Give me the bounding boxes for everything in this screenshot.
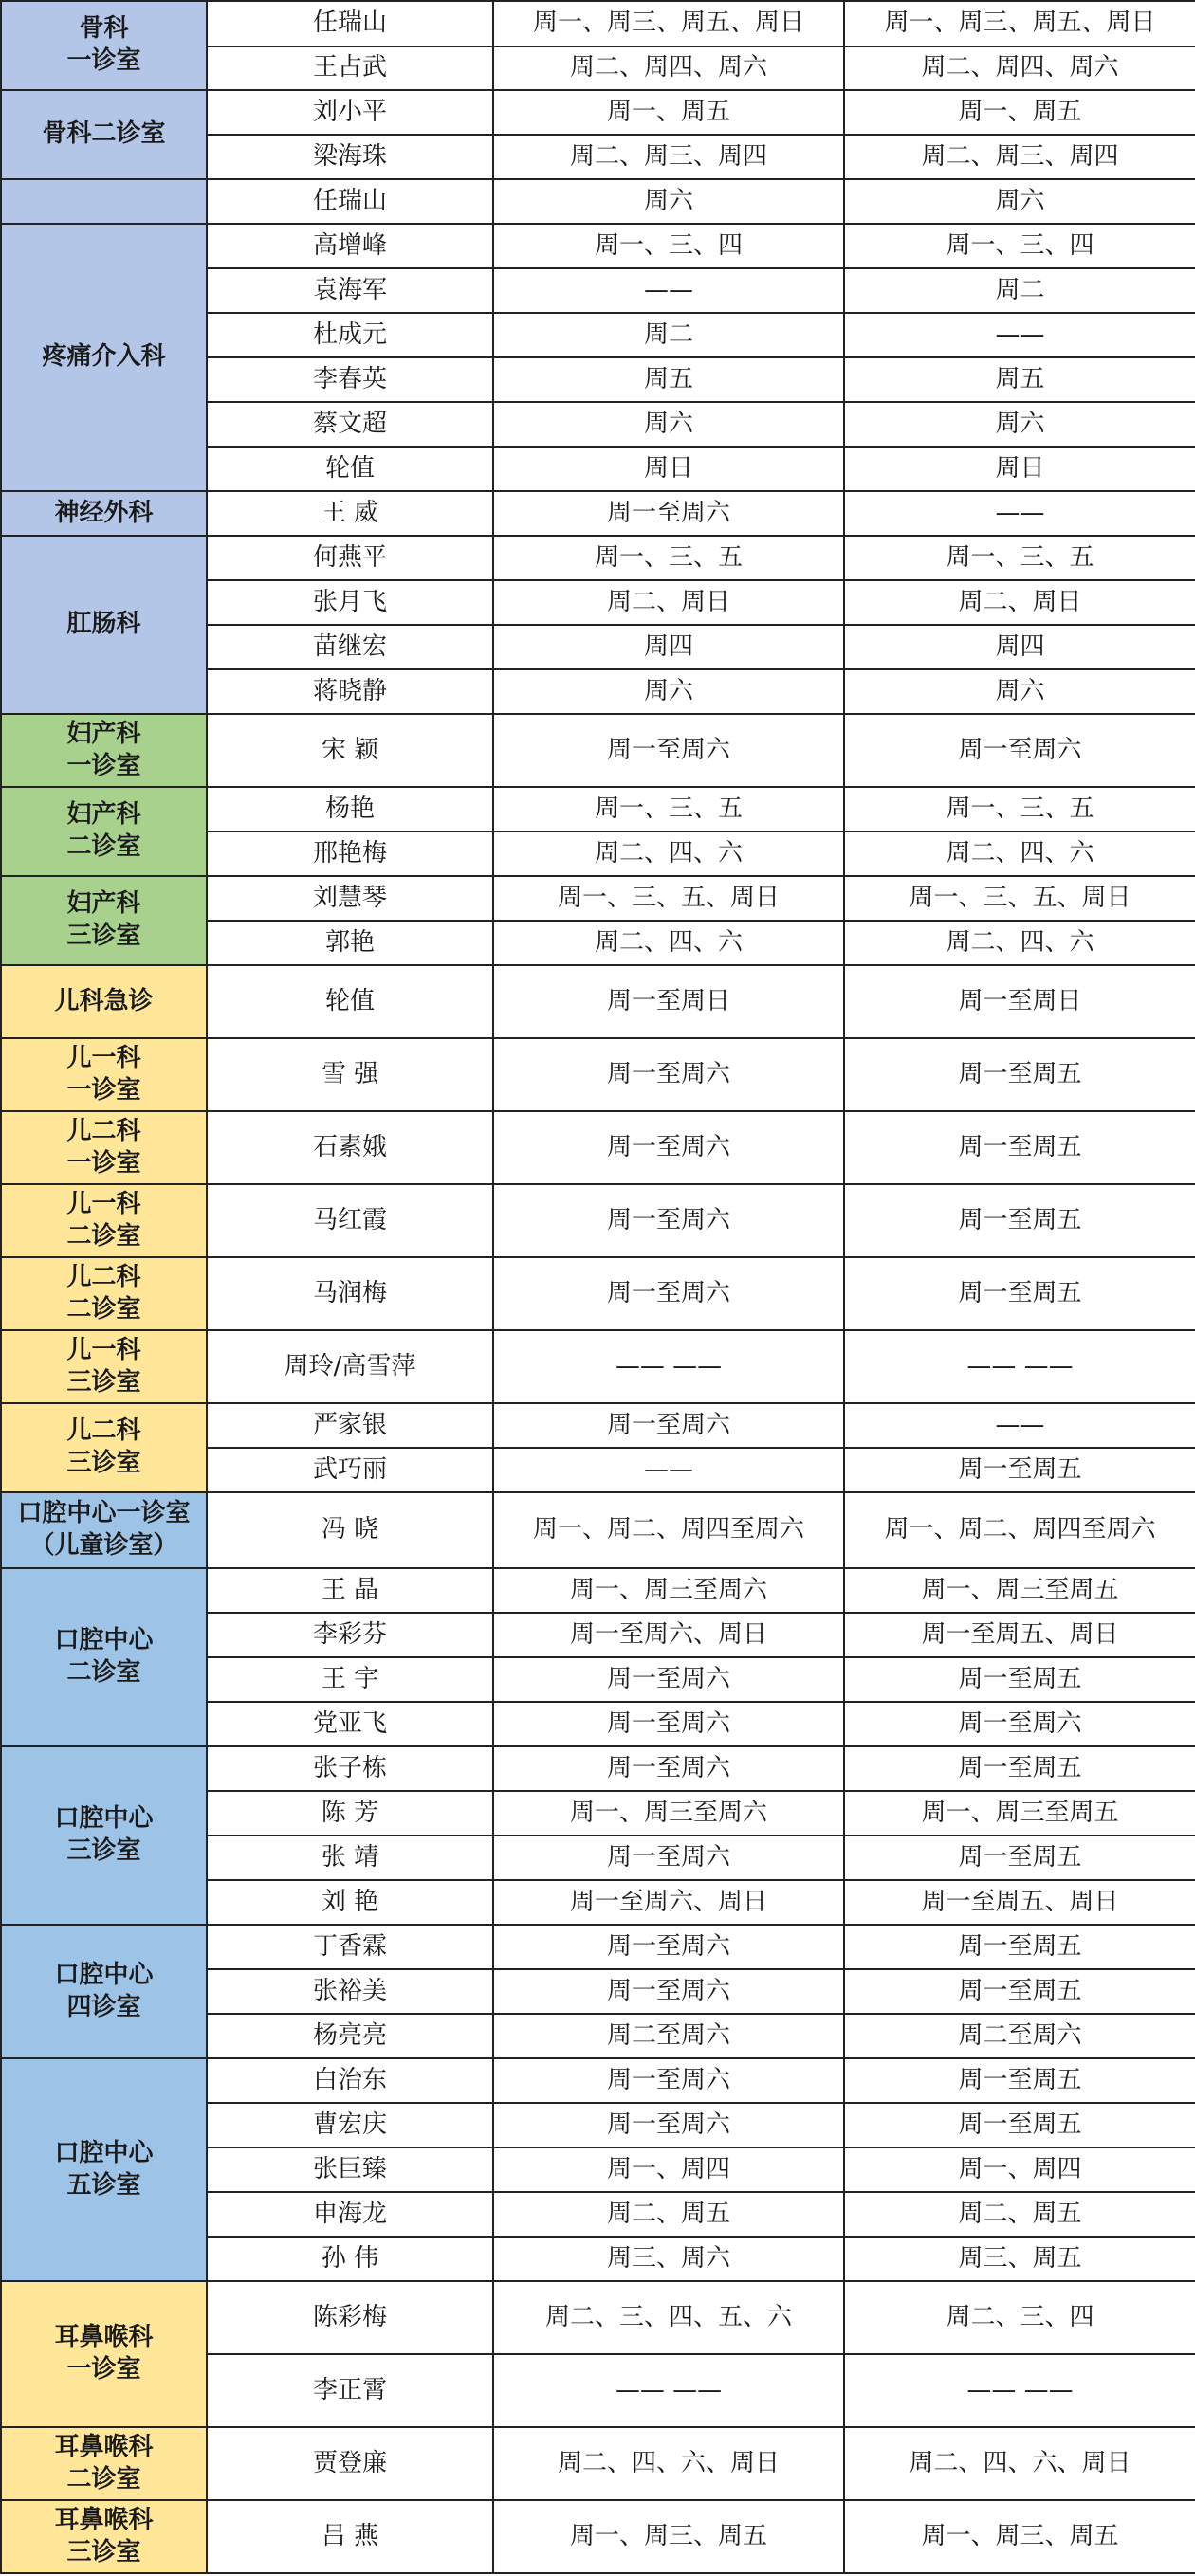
department-cell: 耳鼻喉科 一诊室	[1, 2281, 207, 2427]
schedule-cell-1: 周二、周四、周六	[493, 46, 844, 90]
schedule-cell-1: 周日	[493, 447, 844, 491]
doctor-cell: 李春英	[207, 357, 493, 402]
table-row	[1, 1330, 1195, 1403]
schedule-cell-1: 周一至周六	[493, 1969, 844, 2014]
table-row	[1, 1925, 1195, 1969]
doctor-cell: 李彩芬	[207, 1613, 493, 1657]
schedule-cell-1: 周一至周六	[493, 2058, 844, 2103]
doctor-cell: 丁香霖	[207, 1925, 493, 1969]
doctor-cell: 高增峰	[207, 224, 493, 268]
schedule-cell-2: 周六	[844, 402, 1195, 447]
doctor-cell: 王 威	[207, 491, 493, 536]
department-cell: 骨科 一诊室	[1, 1, 207, 90]
schedule-cell-1: 周一、周三至周六	[493, 1568, 844, 1613]
department-cell: 耳鼻喉科 三诊室	[1, 2500, 207, 2573]
table-row	[1, 965, 1195, 1038]
schedule-cell-2: 周日	[844, 447, 1195, 491]
schedule-cell-1: 周四	[493, 625, 844, 669]
schedule-cell-1: —— ——	[493, 1330, 844, 1403]
department-cell: 耳鼻喉科 二诊室	[1, 2427, 207, 2500]
table-row	[1, 90, 1195, 135]
doctor-cell: 王占武	[207, 46, 493, 90]
schedule-cell-1: 周一至周六	[493, 2103, 844, 2147]
doctor-cell: 任瑞山	[207, 179, 493, 224]
schedule-cell-1: 周一、周三、周五	[493, 2500, 844, 2573]
doctor-cell: 任瑞山	[207, 1, 493, 46]
table-row	[1, 1568, 1195, 1613]
schedule-cell-1: 周二、四、六	[493, 831, 844, 876]
schedule-cell-1: 周一、周三、周五、周日	[493, 1, 844, 46]
schedule-cell-2: 周一至周六	[844, 1702, 1195, 1746]
doctor-cell: 白治东	[207, 2058, 493, 2103]
department-cell: 儿科急诊	[1, 965, 207, 1038]
schedule-cell-1: 周一至周六、周日	[493, 1880, 844, 1925]
table-row	[1, 1, 1195, 46]
doctor-cell: 王 宇	[207, 1657, 493, 1702]
doctor-cell: 轮值	[207, 447, 493, 491]
schedule-cell-2: 周一至周五	[844, 2058, 1195, 2103]
schedule-cell-1: 周二、周三、周四	[493, 135, 844, 179]
doctor-cell: 袁海军	[207, 268, 493, 313]
doctor-cell: 党亚飞	[207, 1702, 493, 1746]
department-cell	[1, 179, 207, 224]
schedule-cell-2: ——	[844, 1403, 1195, 1448]
schedule-cell-2: 周一至周五	[844, 1746, 1195, 1791]
table-row	[1, 1038, 1195, 1111]
doctor-cell: 刘 艳	[207, 1880, 493, 1925]
table-row	[1, 2500, 1195, 2573]
table-row	[1, 224, 1195, 268]
department-cell: 骨科二诊室	[1, 90, 207, 179]
schedule-cell-2: 周二、周五	[844, 2192, 1195, 2237]
schedule-cell-1: 周一、周四	[493, 2147, 844, 2192]
doctor-cell: 张巨臻	[207, 2147, 493, 2192]
schedule-cell-1: 周二、四、六、周日	[493, 2427, 844, 2500]
schedule-cell-1: 周一至周六	[493, 1702, 844, 1746]
schedule-cell-2: 周一、三、五	[844, 787, 1195, 831]
department-cell: 妇产科 一诊室	[1, 714, 207, 787]
department-cell: 神经外科	[1, 491, 207, 536]
doctor-cell: 张子栋	[207, 1746, 493, 1791]
schedule-body	[1, 1, 1195, 2573]
schedule-cell-2: 周一至周五	[844, 1257, 1195, 1330]
schedule-cell-2: 周一至周五	[844, 1038, 1195, 1111]
schedule-cell-2: 周四	[844, 625, 1195, 669]
schedule-cell-2: ——	[844, 491, 1195, 536]
schedule-cell-1: 周一、周五	[493, 90, 844, 135]
table-row	[1, 179, 1195, 224]
table-row	[1, 1403, 1195, 1448]
doctor-cell: 杜成元	[207, 313, 493, 357]
schedule-cell-1: 周一至周六	[493, 1746, 844, 1791]
doctor-cell: 李正霄	[207, 2354, 493, 2427]
schedule-cell-2: 周二	[844, 268, 1195, 313]
schedule-cell-1: 周一至周六	[493, 1925, 844, 1969]
schedule-cell-1: 周三、周六	[493, 2237, 844, 2281]
schedule-cell-2: 周一至周五、周日	[844, 1613, 1195, 1657]
doctor-cell: 马润梅	[207, 1257, 493, 1330]
schedule-cell-2: 周二、四、六	[844, 831, 1195, 876]
schedule-cell-2: 周二、四、六、周日	[844, 2427, 1195, 2500]
schedule-cell-2: 周一至周五、周日	[844, 1880, 1195, 1925]
department-cell: 儿一科 一诊室	[1, 1038, 207, 1111]
doctor-cell: 石素娥	[207, 1111, 493, 1184]
schedule-cell-2: 周二、周三、周四	[844, 135, 1195, 179]
schedule-cell-1: 周一至周六	[493, 714, 844, 787]
schedule-cell-1: 周二、三、四、五、六	[493, 2281, 844, 2354]
schedule-cell-2: 周二、周四、周六	[844, 46, 1195, 90]
schedule-cell-1: 周二至周六	[493, 2014, 844, 2058]
doctor-cell: 王 晶	[207, 1568, 493, 1613]
schedule-cell-2: 周六	[844, 669, 1195, 714]
doctor-cell: 郭艳	[207, 921, 493, 965]
schedule-cell-1: 周二、周五	[493, 2192, 844, 2237]
schedule-cell-2: 周六	[844, 179, 1195, 224]
schedule-cell-1: 周二	[493, 313, 844, 357]
doctor-cell: 严家银	[207, 1403, 493, 1448]
schedule-cell-2: 周一、周四	[844, 2147, 1195, 2192]
table-row	[1, 1257, 1195, 1330]
schedule-cell-2: —— ——	[844, 2354, 1195, 2427]
schedule-cell-2: 周一至周五	[844, 1925, 1195, 1969]
table-row	[1, 876, 1195, 921]
schedule-cell-2: 周二、三、四	[844, 2281, 1195, 2354]
schedule-cell-2: 周一至周六	[844, 714, 1195, 787]
table-row	[1, 1746, 1195, 1791]
schedule-cell-2: 周二至周六	[844, 2014, 1195, 2058]
schedule-cell-1: 周一至周六	[493, 1184, 844, 1257]
doctor-cell: 蒋晓静	[207, 669, 493, 714]
schedule-cell-2: 周一至周五	[844, 1448, 1195, 1492]
schedule-cell-2: —— ——	[844, 1330, 1195, 1403]
table-row	[1, 714, 1195, 787]
schedule-cell-2: 周一至周五	[844, 2103, 1195, 2147]
doctor-cell: 张裕美	[207, 1969, 493, 2014]
department-cell: 肛肠科	[1, 536, 207, 714]
schedule-cell-1: 周一至周日	[493, 965, 844, 1038]
department-cell: 儿二科 一诊室	[1, 1111, 207, 1184]
schedule-cell-1: 周一、三、五	[493, 536, 844, 580]
table-row	[1, 536, 1195, 580]
doctor-cell: 何燕平	[207, 536, 493, 580]
doctor-cell: 马红霞	[207, 1184, 493, 1257]
schedule-cell-1: 周五	[493, 357, 844, 402]
doctor-cell: 张 靖	[207, 1836, 493, 1880]
doctor-cell: 吕 燕	[207, 2500, 493, 2573]
doctor-cell: 张月飞	[207, 580, 493, 625]
doctor-cell: 宋 颖	[207, 714, 493, 787]
schedule-cell-2: 周一、三、五	[844, 536, 1195, 580]
department-cell: 口腔中心一诊室 （儿童诊室）	[1, 1492, 207, 1568]
table-row	[1, 787, 1195, 831]
doctor-cell: 陈彩梅	[207, 2281, 493, 2354]
table-row	[1, 2427, 1195, 2500]
department-cell: 疼痛介入科	[1, 224, 207, 491]
department-cell: 儿二科 二诊室	[1, 1257, 207, 1330]
schedule-cell-2: 周一至周五	[844, 1657, 1195, 1702]
doctor-cell: 雪 强	[207, 1038, 493, 1111]
table-row	[1, 2281, 1195, 2354]
doctor-cell: 申海龙	[207, 2192, 493, 2237]
table-row	[1, 491, 1195, 536]
schedule-cell-1: 周一、三、五	[493, 787, 844, 831]
schedule-cell-2: 周一、周三、周五、周日	[844, 1, 1195, 46]
schedule-cell-1: 周二、四、六	[493, 921, 844, 965]
doctor-cell: 梁海珠	[207, 135, 493, 179]
schedule-cell-2: 周三、周五	[844, 2237, 1195, 2281]
schedule-cell-2: 周一、周二、周四至周六	[844, 1492, 1195, 1568]
schedule-cell-2: 周一、周三至周五	[844, 1791, 1195, 1836]
department-cell: 妇产科 三诊室	[1, 876, 207, 965]
schedule-cell-1: —— ——	[493, 2354, 844, 2427]
schedule-cell-2: 周一至周五	[844, 1184, 1195, 1257]
doctor-cell: 曹宏庆	[207, 2103, 493, 2147]
doctor-cell: 刘慧琴	[207, 876, 493, 921]
schedule-cell-2: 周一至周五	[844, 1969, 1195, 2014]
schedule-cell-2: 周一、三、四	[844, 224, 1195, 268]
table-row	[1, 1111, 1195, 1184]
doctor-cell: 刘小平	[207, 90, 493, 135]
department-cell: 儿二科 三诊室	[1, 1403, 207, 1492]
schedule-cell-2: 周五	[844, 357, 1195, 402]
schedule-cell-1: 周一至周六、周日	[493, 1613, 844, 1657]
schedule-cell-1: 周一、三、五、周日	[493, 876, 844, 921]
schedule-cell-1: 周一、周三至周六	[493, 1791, 844, 1836]
schedule-cell-2: 周一、周五	[844, 90, 1195, 135]
schedule-cell-1: 周一至周六	[493, 1111, 844, 1184]
schedule-cell-1: 周六	[493, 402, 844, 447]
schedule-cell-2: 周二、四、六	[844, 921, 1195, 965]
schedule-cell-2: 周一至周五	[844, 1836, 1195, 1880]
schedule-cell-1: ——	[493, 268, 844, 313]
doctor-cell: 周玲/高雪萍	[207, 1330, 493, 1403]
schedule-cell-2: 周二、周日	[844, 580, 1195, 625]
schedule-cell-2: 周一至周五	[844, 1111, 1195, 1184]
schedule-cell-2: 周一、三、五、周日	[844, 876, 1195, 921]
schedule-cell-1: 周一至周六	[493, 491, 844, 536]
schedule-cell-1: 周一至周六	[493, 1403, 844, 1448]
doctor-cell: 轮值	[207, 965, 493, 1038]
doctor-cell: 陈 芳	[207, 1791, 493, 1836]
schedule-cell-2: 周一、周三至周五	[844, 1568, 1195, 1613]
doctor-cell: 苗继宏	[207, 625, 493, 669]
department-cell: 口腔中心 五诊室	[1, 2058, 207, 2281]
doctor-cell: 冯 晓	[207, 1492, 493, 1568]
doctor-cell: 邢艳梅	[207, 831, 493, 876]
department-cell: 妇产科 二诊室	[1, 787, 207, 876]
department-cell: 口腔中心 二诊室	[1, 1568, 207, 1746]
doctor-cell: 贾登廉	[207, 2427, 493, 2500]
department-cell: 儿一科 三诊室	[1, 1330, 207, 1403]
schedule-cell-1: 周一、三、四	[493, 224, 844, 268]
schedule-cell-2: 周一、周三、周五	[844, 2500, 1195, 2573]
schedule-cell-1: ——	[493, 1448, 844, 1492]
schedule-cell-1: 周六	[493, 669, 844, 714]
schedule-cell-1: 周一至周六	[493, 1038, 844, 1111]
schedule-cell-2: 周一至周日	[844, 965, 1195, 1038]
department-cell: 口腔中心 三诊室	[1, 1746, 207, 1925]
doctor-cell: 杨亮亮	[207, 2014, 493, 2058]
doctor-cell: 孙 伟	[207, 2237, 493, 2281]
schedule-cell-1: 周六	[493, 179, 844, 224]
doctor-cell: 杨艳	[207, 787, 493, 831]
department-cell: 口腔中心 四诊室	[1, 1925, 207, 2058]
doctor-cell: 武巧丽	[207, 1448, 493, 1492]
schedule-cell-1: 周一至周六	[493, 1657, 844, 1702]
table-row	[1, 2058, 1195, 2103]
table-row	[1, 1184, 1195, 1257]
schedule-cell-1: 周一至周六	[493, 1257, 844, 1330]
schedule-cell-1: 周二、周日	[493, 580, 844, 625]
doctor-cell: 蔡文超	[207, 402, 493, 447]
schedule-cell-2: ——	[844, 313, 1195, 357]
table-row	[1, 1492, 1195, 1568]
schedule-cell-1: 周一至周六	[493, 1836, 844, 1880]
department-cell: 儿一科 二诊室	[1, 1184, 207, 1257]
schedule-cell-1: 周一、周二、周四至周六	[493, 1492, 844, 1568]
